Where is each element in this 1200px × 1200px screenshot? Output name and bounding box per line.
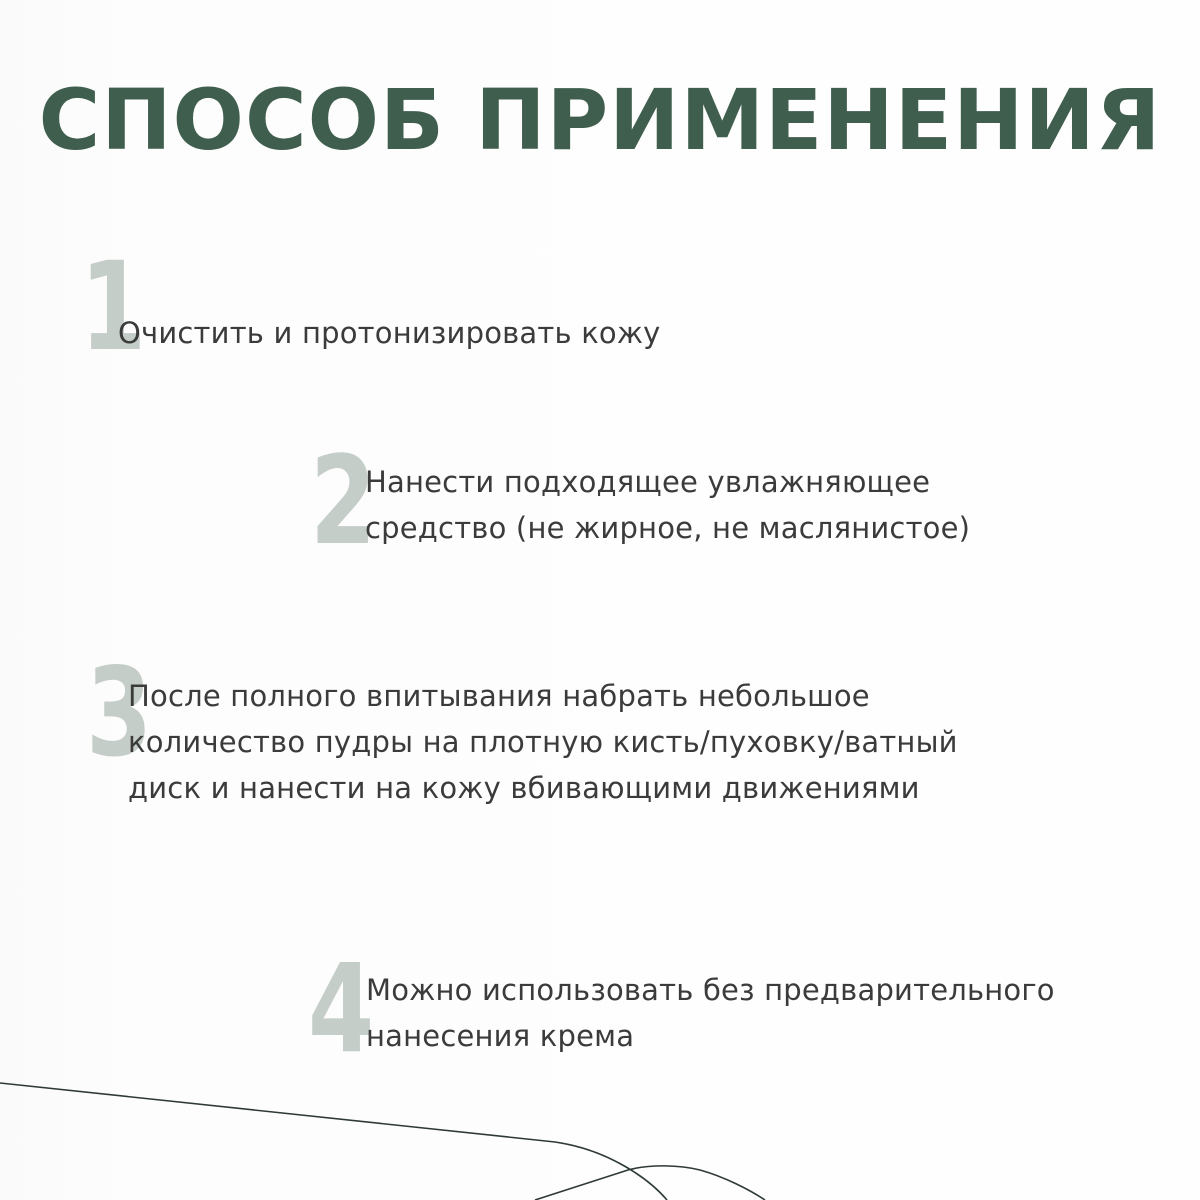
page-title: СПОСОБ ПРИМЕНЕНИЯ	[38, 71, 1162, 169]
step-4-line-1: Можно использовать без предварительного	[366, 973, 1055, 1007]
decorative-line-1	[0, 1083, 667, 1200]
step-number-3: 3	[86, 642, 153, 784]
step-2-line-1: Нанести подходящее увлажняющее	[365, 465, 931, 499]
step-number-1: 1	[80, 236, 147, 378]
step-1-line-1: Очистить и протонизировать кожу	[118, 316, 661, 350]
step-3-line-2: количество пудры на плотную кисть/пуховку/ватный	[128, 725, 958, 759]
step-number-2: 2	[310, 430, 377, 572]
step-3-line-3: диск и нанести на кожу вбивающими движениями	[128, 771, 920, 805]
step-4-line-2: нанесения крема	[366, 1019, 635, 1053]
step-2-line-2: средство (не жирное, не маслянистое)	[365, 511, 971, 545]
step-number-4: 4	[308, 938, 375, 1080]
step-3-line-1: После полного впитывания набрать небольшое	[128, 679, 870, 713]
